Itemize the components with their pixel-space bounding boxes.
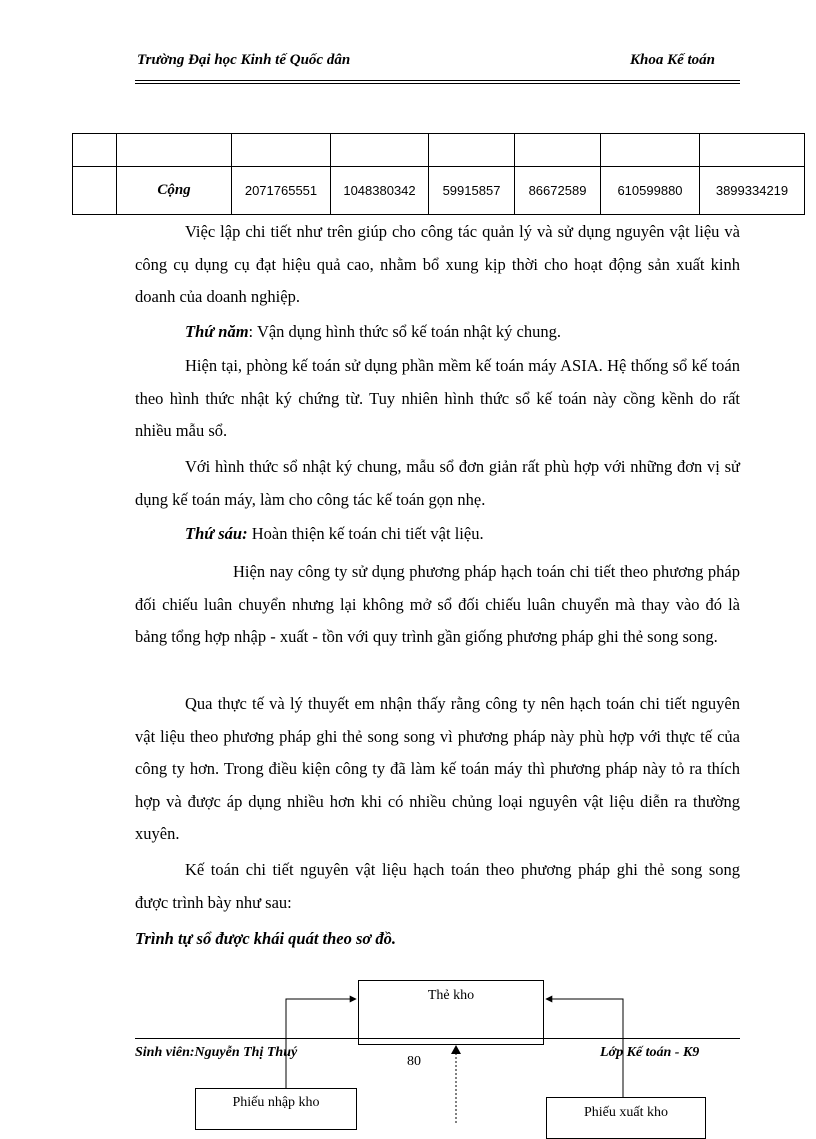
paragraph-7: Qua thực tế và lý thuyết em nhận thấy rằng công ty nên hạch toán chi tiết nguyên vật liệu theo phương pháp ghi thẻ song song vì phương pháp này phù hợp với thực tế của công ty hơn. Trong điều kiện công ty đã làm kế toán máy thì phương pháp này tỏ ra thích hợp và được áp dụng nhiều hơn khi có nhiều chủng loại nguyên vật liệu diễn ra thường xuyên.	[135, 694, 740, 843]
paragraph-5-lead: Thứ sáu:	[185, 524, 248, 543]
paragraph-8: Kế toán chi tiết nguyên vật liệu hạch toán theo phương pháp ghi thẻ song song được trình bày như sau:	[135, 860, 740, 912]
total-value: 59915857	[429, 167, 515, 215]
total-value: 610599880	[601, 167, 700, 215]
paragraph-3: Hiện tại, phòng kế toán sử dụng phần mềm kế toán máy ASIA. Hệ thống sổ kế toán theo hình thức nhật ký chứng từ. Tuy nhiên hình thức sổ kế toán này cồng kềnh do rất nhiều mẫu sổ.	[135, 356, 740, 440]
total-value: 2071765551	[232, 167, 331, 215]
footer-class: Lớp Kế toán - K9	[600, 1045, 700, 1060]
box-phieu-xuat-label: Phiếu xuất kho	[584, 1105, 668, 1120]
box-the-kho-label: Thẻ kho	[427, 988, 475, 1003]
total-value: 3899334219	[700, 167, 805, 215]
paragraph-1: Việc lập chi tiết như trên giúp cho công tác quản lý và sử dụng nguyên vật liệu và công cụ dụng cụ đạt hiệu quả cao, nhằm bổ xung kịp thời cho hoạt động sản xuất kinh doanh của doanh nghiệp.	[135, 222, 740, 306]
arrow-nhap-to-thekho	[286, 999, 356, 1088]
paragraph-2-text: : Vận dụng hình thức sổ kế toán nhật ký chung.	[248, 322, 561, 341]
diagram-title: Trình tự sổ được khái quát theo sơ đồ.	[135, 929, 397, 948]
box-the-kho	[358, 980, 544, 1045]
box-phieu-nhap-label: Phiếu nhập kho	[232, 1095, 320, 1110]
footer-student: Sinh viên:Nguyễn Thị Thuý	[135, 1045, 298, 1060]
paragraph-5-text: Hoàn thiện kế toán chi tiết vật liệu.	[247, 524, 484, 543]
header-school: Trường Đại học Kinh tế Quốc dân	[137, 52, 351, 68]
box-phieu-nhap	[195, 1088, 357, 1130]
total-value: 1048380342	[331, 167, 429, 215]
paragraph-6: Hiện nay công ty sử dụng phương pháp hạch toán chi tiết theo phương pháp đối chiếu luân chuyển nhưng lại không mở sổ đối chiếu luân chuyển mà thay vào đó là bảng tổng hợp nhập - xuất - tồn với quy trình gần giống phương pháp ghi thẻ song song.	[135, 562, 740, 646]
page-number: 80	[407, 1054, 421, 1069]
total-value: 86672589	[515, 167, 601, 215]
header-department: Khoa Kế toán	[630, 52, 716, 68]
arrow-dotted-head	[451, 1045, 461, 1054]
total-label: Cộng	[117, 167, 232, 215]
paragraph-2-lead: Thứ năm	[185, 322, 249, 341]
paragraph-4: Với hình thức sổ nhật ký chung, mẫu sổ đơn giản rất phù hợp với những đơn vị sử dụng kế toán máy, làm cho công tác kế toán gọn nhẹ.	[135, 457, 740, 509]
footer-rule	[135, 1038, 740, 1039]
box-phieu-xuat	[546, 1097, 706, 1139]
